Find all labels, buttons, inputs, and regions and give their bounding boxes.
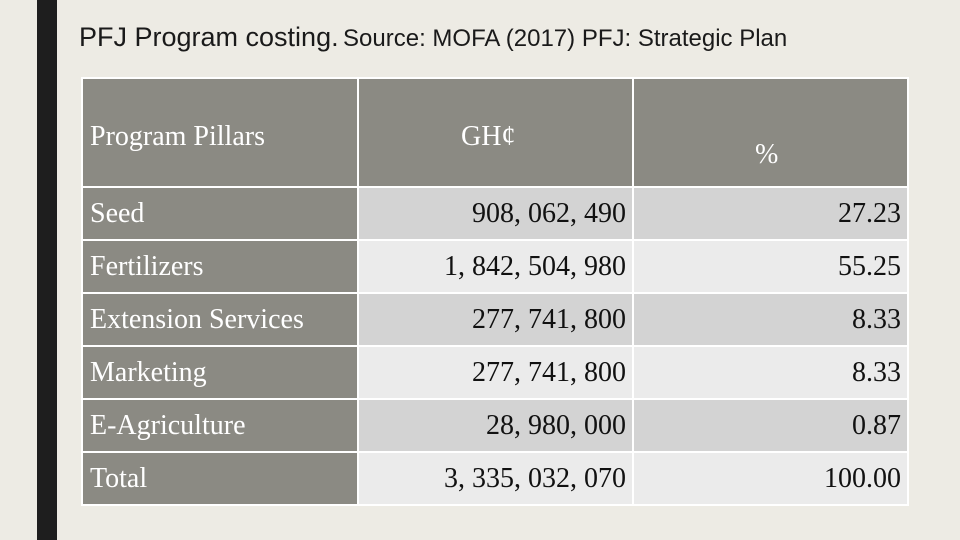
pillar-cell: Seed <box>82 187 358 240</box>
title-main: PFJ Program costing. <box>79 22 339 52</box>
pillar-cell: Extension Services <box>82 293 358 346</box>
costing-table <box>81 77 909 506</box>
ghc-cell: 28, 980, 000 <box>358 399 633 452</box>
ghc-cell: 1, 842, 504, 980 <box>358 240 633 293</box>
title-source: Source: MOFA (2017) PFJ: Strategic Plan <box>343 25 788 52</box>
ghc-cell: 3, 335, 032, 070 <box>358 452 633 505</box>
header-program-pillars: Program Pillars <box>82 78 358 187</box>
table-row <box>82 293 908 346</box>
header-ghc: GH¢ <box>358 78 633 187</box>
ghc-cell: 908, 062, 490 <box>358 187 633 240</box>
left-accent-bar <box>37 0 57 540</box>
table-row <box>82 399 908 452</box>
table-row <box>82 240 908 293</box>
percent-cell: 27.23 <box>633 187 908 240</box>
percent-cell: 8.33 <box>633 346 908 399</box>
header-percent: % <box>633 78 908 187</box>
slide-title <box>79 22 787 53</box>
table-row-total <box>82 452 908 505</box>
table-row <box>82 346 908 399</box>
ghc-cell: 277, 741, 800 <box>358 346 633 399</box>
table-row <box>82 187 908 240</box>
percent-cell: 100.00 <box>633 452 908 505</box>
pillar-cell: E-Agriculture <box>82 399 358 452</box>
percent-cell: 55.25 <box>633 240 908 293</box>
table-header-row <box>82 78 908 187</box>
percent-cell: 8.33 <box>633 293 908 346</box>
pillar-cell: Total <box>82 452 358 505</box>
ghc-cell: 277, 741, 800 <box>358 293 633 346</box>
pillar-cell: Fertilizers <box>82 240 358 293</box>
pillar-cell: Marketing <box>82 346 358 399</box>
percent-cell: 0.87 <box>633 399 908 452</box>
